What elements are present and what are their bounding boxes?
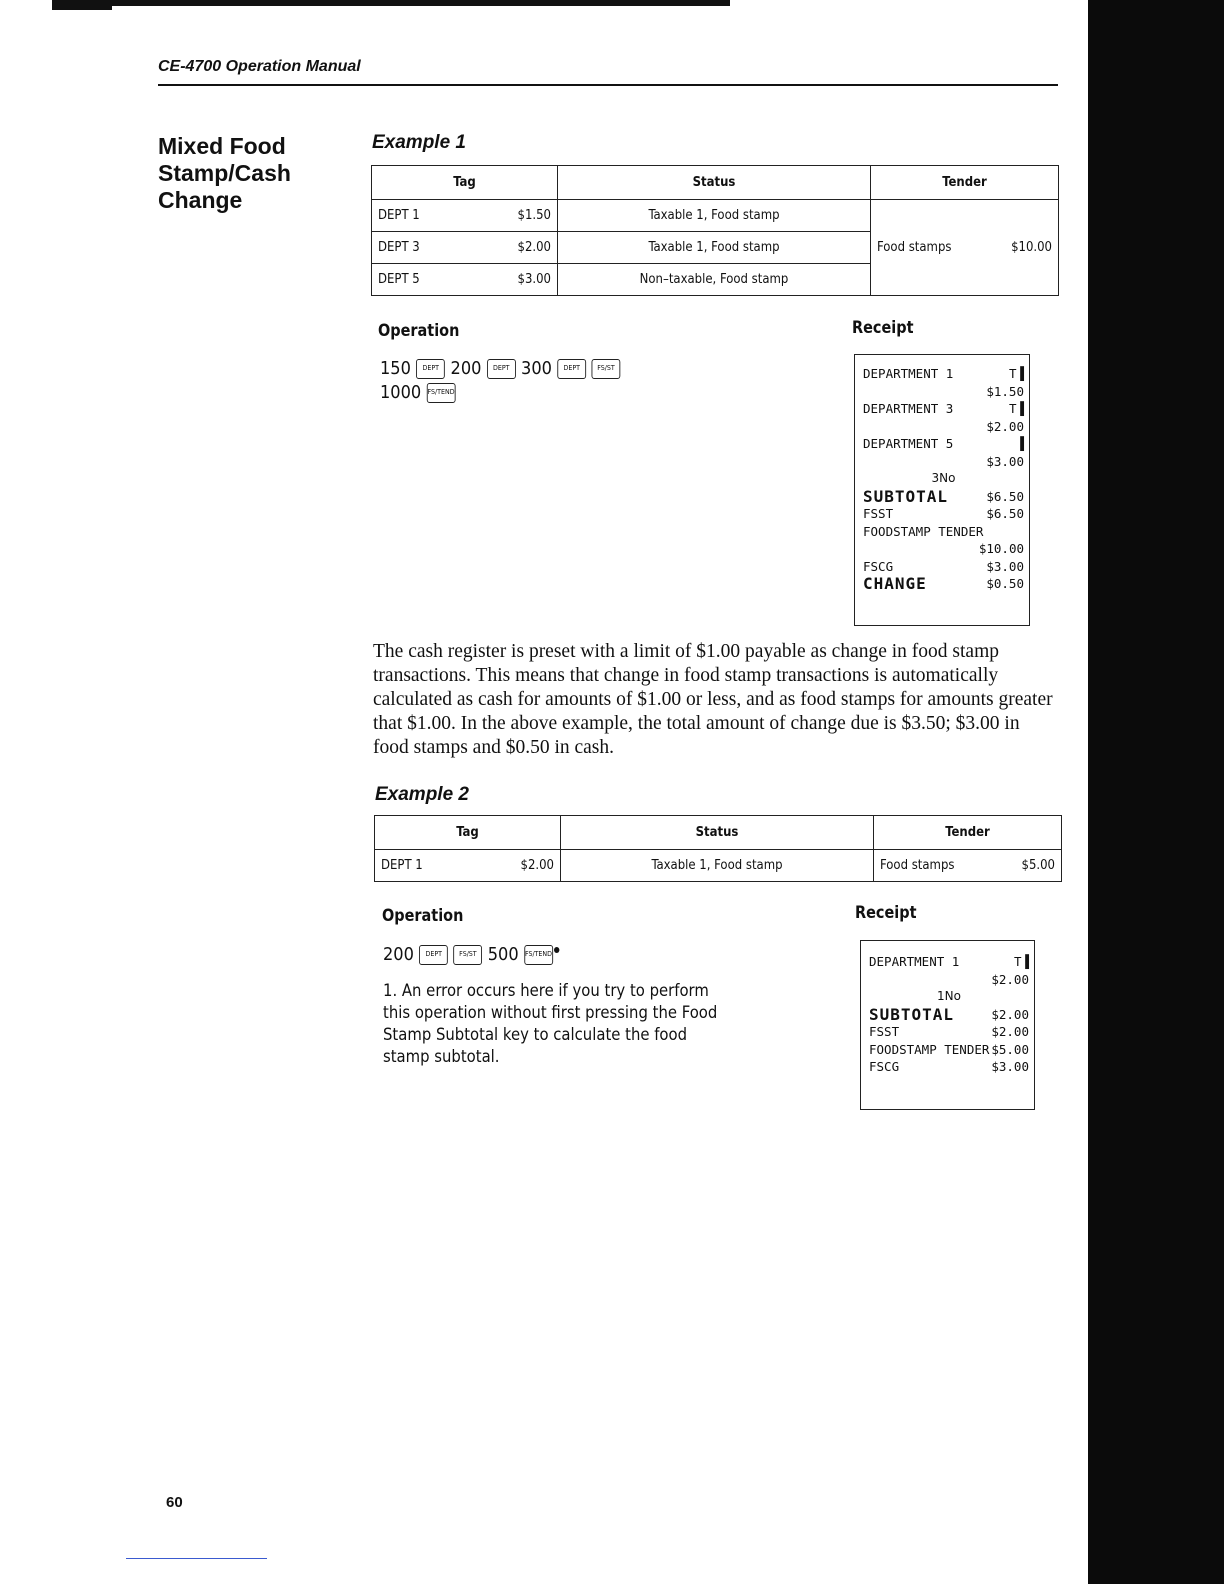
tender-cell (871, 200, 1059, 296)
operation-label: Operation (382, 906, 464, 926)
dept: DEPT 1 (378, 208, 420, 223)
table-header-row (375, 816, 1062, 850)
tag-cell (372, 264, 558, 296)
operation-line-2 (380, 382, 455, 403)
footer-rule (126, 1558, 267, 1559)
op-value: 200 (383, 944, 414, 965)
amount: $3.00 (517, 272, 551, 287)
receipt-label: Receipt (855, 903, 917, 923)
op-value: 500 (487, 944, 519, 965)
op-value: 1000 (380, 382, 422, 403)
dept: DEPT 3 (378, 240, 420, 255)
top-bar (52, 0, 730, 6)
example-2-title: Example 2 (375, 784, 469, 805)
op-value: 200 (450, 358, 482, 379)
example-1-title: Example 1 (372, 132, 466, 153)
fs-subtotal-key-icon: FS/ST (454, 945, 483, 965)
status-cell: Non–taxable, Food stamp (558, 264, 871, 296)
operation-line-3 (383, 944, 559, 965)
tag-cell (375, 850, 561, 882)
scan-edge (1088, 0, 1224, 1584)
status-cell: Taxable 1, Food stamp (561, 850, 874, 882)
receipt-label: Receipt (852, 318, 914, 338)
example-1-table (371, 165, 1059, 296)
error-dot-icon (554, 947, 559, 953)
receipt-1: DEPARTMENT 1 T▐ $1.50 DEPARTMENT 3 T▐ $2.00 DEPARTMENT 5 ▐ $3.00 3No SUBTOTAL $6.50 FSST $6.50 FOODSTAMP TENDER $10.00 FSCG $3.00 CHANGE $0.50 (854, 354, 1030, 626)
example-2-table (374, 815, 1062, 882)
amount: $1.50 (517, 208, 551, 223)
operation-label: Operation (378, 321, 460, 341)
col-status: Status (561, 816, 874, 850)
dept: DEPT 5 (378, 272, 420, 287)
tender-label: Food stamps (877, 240, 952, 255)
amount: $2.00 (520, 858, 554, 873)
header-rule (158, 84, 1058, 86)
section-title: Mixed Food Stamp/Cash Change (158, 133, 291, 213)
tender-amount: $10.00 (1011, 240, 1052, 255)
page-number: 60 (166, 1494, 183, 1511)
tender-label: Food stamps (880, 858, 955, 873)
col-tender: Tender (874, 816, 1062, 850)
amount: $2.00 (517, 240, 551, 255)
tender-cell (874, 850, 1062, 882)
tender-amount: $5.00 (1021, 858, 1055, 873)
col-tag: Tag (372, 166, 558, 200)
col-tag: Tag (375, 816, 561, 850)
fs-tend-key-icon: FS/TEND (427, 383, 456, 403)
dept-3-key-icon: DEPT (487, 359, 516, 379)
fs-tend-key-icon: FS/TEND (524, 945, 553, 965)
table-row (375, 850, 1062, 882)
status-cell: Taxable 1, Food stamp (558, 200, 871, 232)
dept-1-key-icon: DEPT (416, 359, 445, 379)
status-cell: Taxable 1, Food stamp (558, 232, 871, 264)
op-value: 150 (380, 358, 411, 379)
body-paragraph: The cash register is preset with a limit of $1.00 payable as change in food stamp transactions. This means that change in food stamp transactions is automatically calculated as cash for amounts of $1.00 or less, and as food stamps for amounts greater that $1.00. In the above example, the total amount of change due is $3.50; $3.00 in food stamps and $0.50 in cash. (373, 641, 1053, 758)
tag-cell (372, 200, 558, 232)
tag-cell (372, 232, 558, 264)
op-value: 300 (521, 358, 552, 379)
page-header-title: CE-4700 Operation Manual (158, 58, 361, 75)
dept: DEPT 1 (381, 858, 423, 873)
top-bar-thick (52, 0, 112, 10)
fs-subtotal-key-icon: FS/ST (592, 359, 621, 379)
dept-5-key-icon: DEPT (557, 359, 586, 379)
col-status: Status (558, 166, 871, 200)
receipt-2: DEPARTMENT 1 T▐ $2.00 1No SUBTOTAL $2.00 FSST $2.00 FOODSTAMP TENDER $5.00 FSCG $3.00 (860, 940, 1035, 1110)
table-row (372, 200, 1059, 232)
operation-line-1 (380, 358, 620, 379)
dept-1-key-icon: DEPT (419, 945, 448, 965)
table-header-row (372, 166, 1059, 200)
error-note: 1. An error occurs here if you try to perform this operation without first pressing the Food Stamp Subtotal key to calculate the food stamp subtotal. (383, 981, 718, 1066)
col-tender: Tender (871, 166, 1059, 200)
